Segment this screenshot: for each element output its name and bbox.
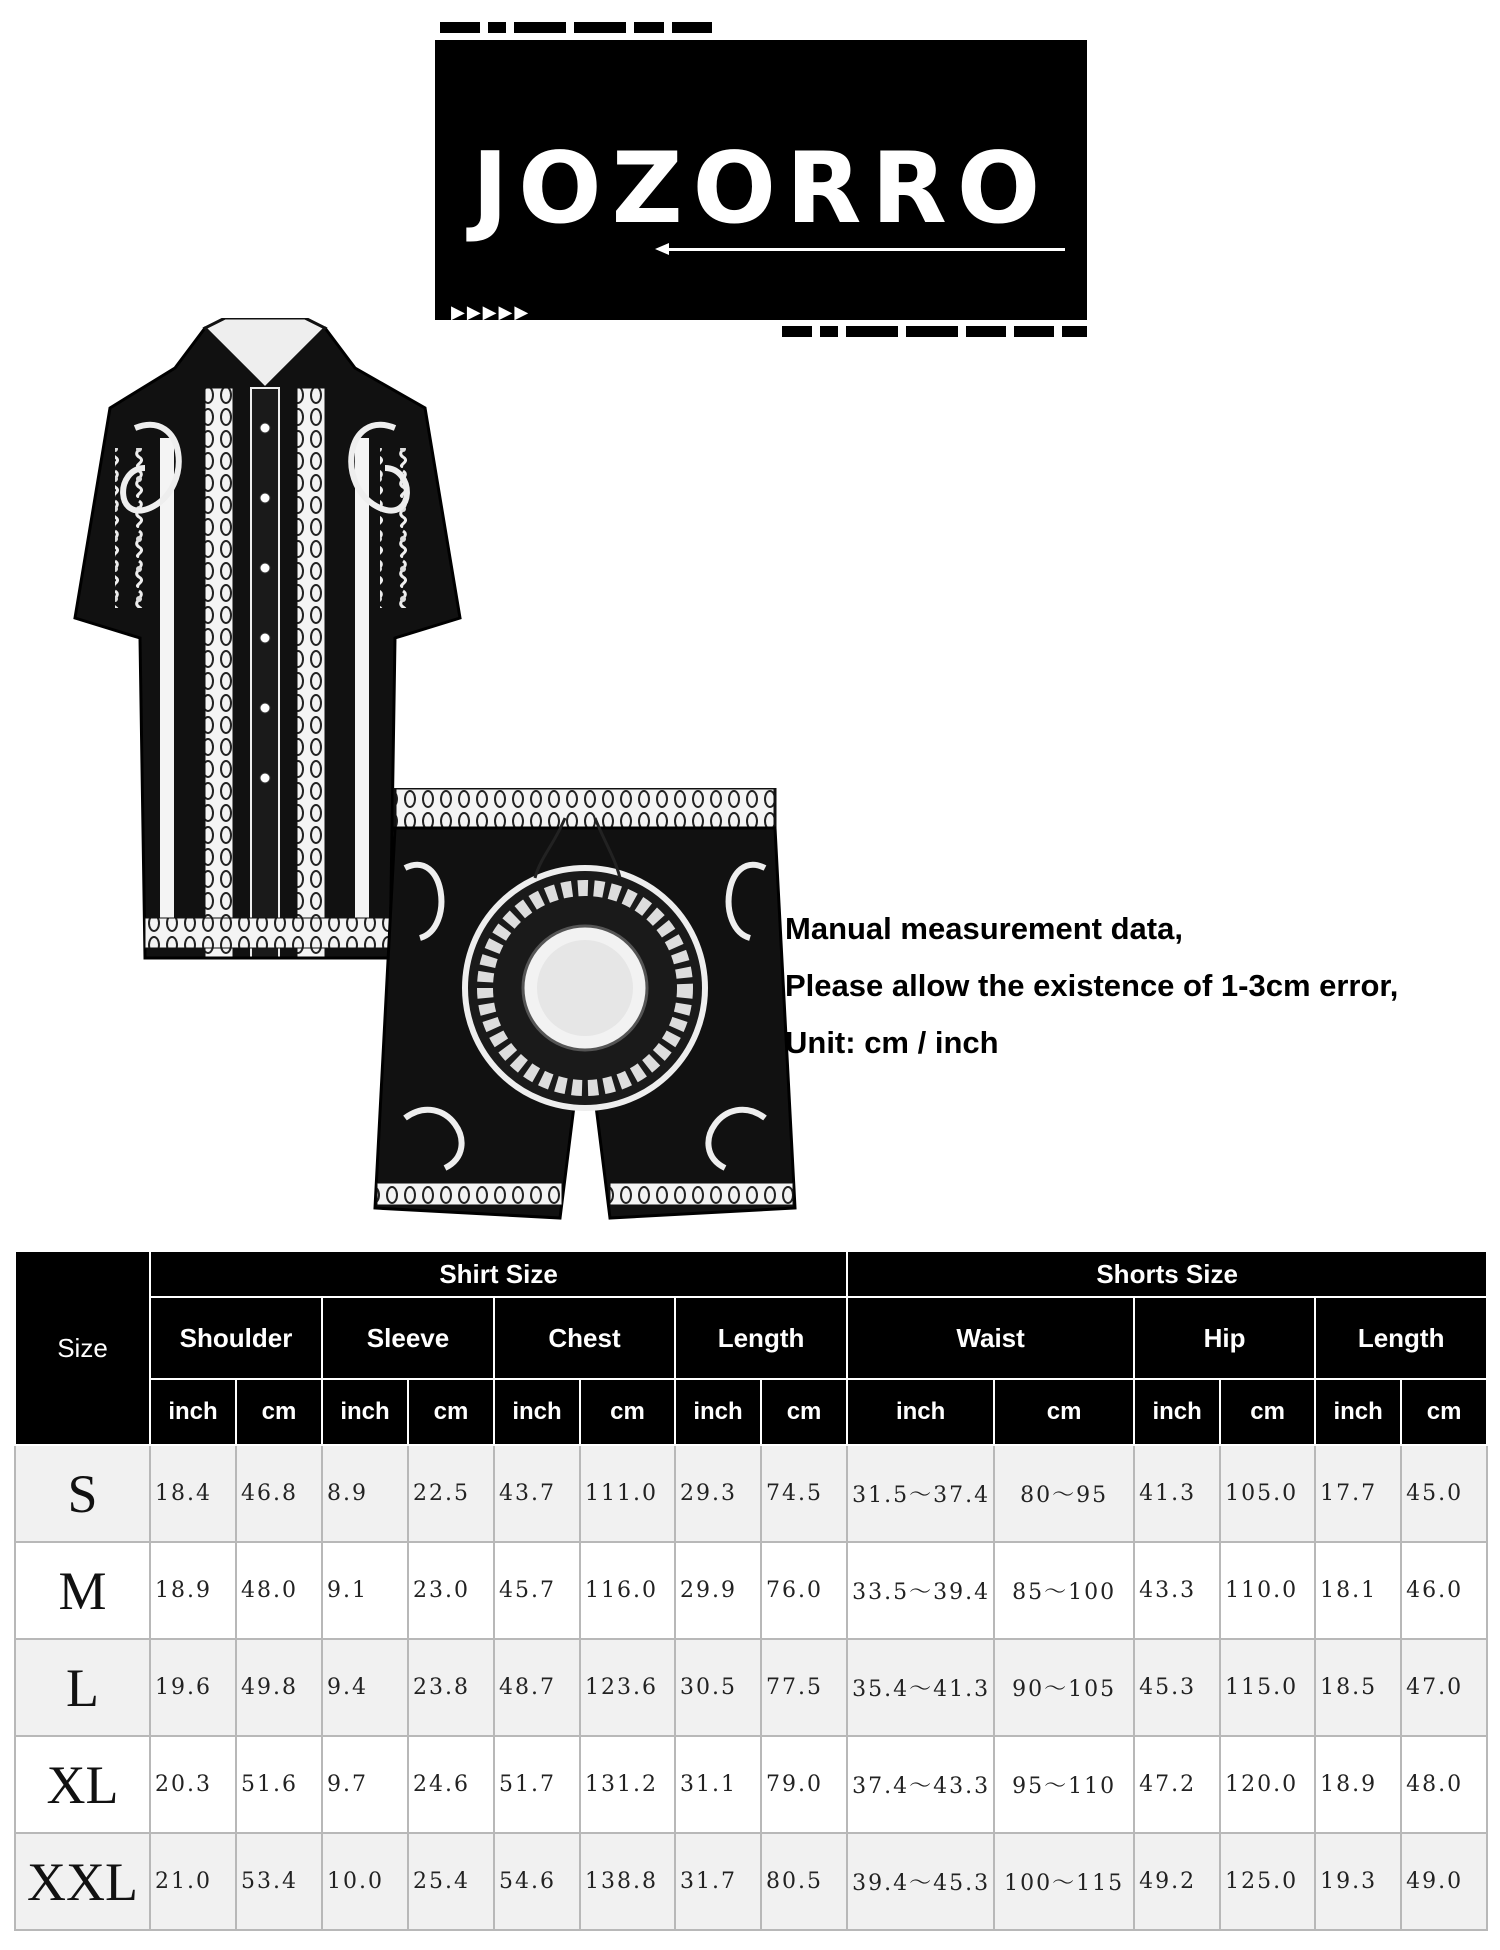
table-cell: 24.6 (408, 1736, 494, 1833)
table-cell: 19.3 (1315, 1833, 1401, 1930)
table-cell: 31.7 (675, 1833, 761, 1930)
size-label: M (15, 1542, 150, 1639)
size-label: XXL (15, 1833, 150, 1930)
table-cell: 19.6 (150, 1639, 236, 1736)
table-row (15, 1736, 1487, 1833)
table-cell: 76.0 (761, 1542, 847, 1639)
note-unit: Unit: cm / inch (785, 1025, 999, 1060)
table-cell: 138.8 (580, 1833, 675, 1930)
logo-arrows: ▶▶▶▶▶ (451, 302, 531, 323)
unit-header: cm (994, 1379, 1134, 1445)
logo-dash (1062, 326, 1087, 337)
table-cell: 111.0 (580, 1445, 675, 1542)
table-cell: 80.5 (761, 1833, 847, 1930)
table-cell: 29.9 (675, 1542, 761, 1639)
table-cell: 47.0 (1401, 1639, 1487, 1736)
shirt-size-header: Shirt Size (150, 1251, 847, 1297)
logo-dash (820, 326, 838, 337)
table-cell: 48.0 (1401, 1736, 1487, 1833)
table-cell: 23.8 (408, 1639, 494, 1736)
shorts-size-header: Shorts Size (847, 1251, 1487, 1297)
table-cell: 95～110 (994, 1736, 1134, 1833)
table-cell: 18.9 (1315, 1736, 1401, 1833)
table-cell: 48.0 (236, 1542, 322, 1639)
logo-dash (440, 22, 480, 33)
table-cell: 18.4 (150, 1445, 236, 1542)
unit-header: cm (761, 1379, 847, 1445)
table-cell: 116.0 (580, 1542, 675, 1639)
table-cell: 20.3 (150, 1736, 236, 1833)
unit-header: inch (1134, 1379, 1220, 1445)
sleeve-header: Sleeve (322, 1297, 494, 1379)
table-cell: 80～95 (994, 1445, 1134, 1542)
note-error: Please allow the existence of 1-3cm error, (785, 968, 1399, 1003)
logo-dash (966, 326, 1006, 337)
unit-header: cm (1401, 1379, 1487, 1445)
logo-dash (846, 326, 898, 337)
table-cell: 30.5 (675, 1639, 761, 1736)
logo-underline (665, 248, 1065, 251)
table-cell: 9.7 (322, 1736, 408, 1833)
table-cell: 49.8 (236, 1639, 322, 1736)
table-cell: 53.4 (236, 1833, 322, 1930)
size-label: XL (15, 1736, 150, 1833)
logo-dash (574, 22, 626, 33)
table-cell: 22.5 (408, 1445, 494, 1542)
table-cell: 31.5～37.4 (847, 1445, 994, 1542)
table-cell: 85～100 (994, 1542, 1134, 1639)
brand-logo (435, 18, 1135, 338)
table-cell: 9.1 (322, 1542, 408, 1639)
table-row (15, 1833, 1487, 1930)
table-cell: 41.3 (1134, 1445, 1220, 1542)
table-cell: 123.6 (580, 1639, 675, 1736)
logo-dash (672, 22, 712, 33)
waist-header: Waist (847, 1297, 1134, 1379)
unit-header: inch (150, 1379, 236, 1445)
table-cell: 110.0 (1220, 1542, 1315, 1639)
size-header: Size (15, 1251, 150, 1445)
table-cell: 18.5 (1315, 1639, 1401, 1736)
table-cell: 90～105 (994, 1639, 1134, 1736)
table-cell: 115.0 (1220, 1639, 1315, 1736)
table-row (15, 1445, 1487, 1542)
table-cell: 49.2 (1134, 1833, 1220, 1930)
garment-illustration (55, 318, 815, 1240)
table-cell: 8.9 (322, 1445, 408, 1542)
table-cell: 10.0 (322, 1833, 408, 1930)
shorts-image (365, 788, 805, 1248)
logo-dash (634, 22, 664, 33)
unit-header: inch (1315, 1379, 1401, 1445)
table-cell: 46.0 (1401, 1542, 1487, 1639)
unit-header: cm (408, 1379, 494, 1445)
shoulder-header: Shoulder (150, 1297, 322, 1379)
unit-header: inch (847, 1379, 994, 1445)
logo-box (435, 40, 1087, 323)
table-cell: 74.5 (761, 1445, 847, 1542)
unit-header: inch (322, 1379, 408, 1445)
table-cell: 18.1 (1315, 1542, 1401, 1639)
table-cell: 35.4～41.3 (847, 1639, 994, 1736)
table-cell: 31.1 (675, 1736, 761, 1833)
table-cell: 77.5 (761, 1639, 847, 1736)
table-cell: 125.0 (1220, 1833, 1315, 1930)
table-cell: 18.9 (150, 1542, 236, 1639)
table-cell: 33.5～39.4 (847, 1542, 994, 1639)
table-cell: 43.7 (494, 1445, 580, 1542)
table-cell: 39.4～45.3 (847, 1833, 994, 1930)
unit-header: inch (494, 1379, 580, 1445)
brand-name: JOZORRO (471, 132, 1051, 246)
table-cell: 43.3 (1134, 1542, 1220, 1639)
table-row (15, 1639, 1487, 1736)
table-cell: 46.8 (236, 1445, 322, 1542)
table-cell: 47.2 (1134, 1736, 1220, 1833)
table-cell: 131.2 (580, 1736, 675, 1833)
table-cell: 37.4～43.3 (847, 1736, 994, 1833)
shirt-length-header: Length (675, 1297, 847, 1379)
unit-header: inch (675, 1379, 761, 1445)
table-cell: 23.0 (408, 1542, 494, 1639)
table-cell: 51.7 (494, 1736, 580, 1833)
size-label: S (15, 1445, 150, 1542)
table-cell: 48.7 (494, 1639, 580, 1736)
logo-dash (514, 22, 566, 33)
size-label: L (15, 1639, 150, 1736)
table-cell: 105.0 (1220, 1445, 1315, 1542)
table-cell: 120.0 (1220, 1736, 1315, 1833)
table-cell: 79.0 (761, 1736, 847, 1833)
shorts-length-header: Length (1315, 1297, 1487, 1379)
table-cell: 45.3 (1134, 1639, 1220, 1736)
note-measurement: Manual measurement data, (785, 911, 1183, 946)
table-cell: 51.6 (236, 1736, 322, 1833)
logo-dash (906, 326, 958, 337)
unit-header: cm (236, 1379, 322, 1445)
table-cell: 17.7 (1315, 1445, 1401, 1542)
table-cell: 9.4 (322, 1639, 408, 1736)
table-cell: 100～115 (994, 1833, 1134, 1930)
size-chart-table (14, 1250, 1488, 1931)
table-cell: 25.4 (408, 1833, 494, 1930)
table-cell: 45.7 (494, 1542, 580, 1639)
unit-header: cm (1220, 1379, 1315, 1445)
table-cell: 29.3 (675, 1445, 761, 1542)
table-cell: 49.0 (1401, 1833, 1487, 1930)
hip-header: Hip (1134, 1297, 1315, 1379)
unit-header: cm (580, 1379, 675, 1445)
measurement-notes (785, 900, 1485, 1071)
table-row (15, 1542, 1487, 1639)
table-cell: 54.6 (494, 1833, 580, 1930)
logo-dash (488, 22, 506, 33)
logo-dash (1014, 326, 1054, 337)
chest-header: Chest (494, 1297, 675, 1379)
table-cell: 45.0 (1401, 1445, 1487, 1542)
table-cell: 21.0 (150, 1833, 236, 1930)
